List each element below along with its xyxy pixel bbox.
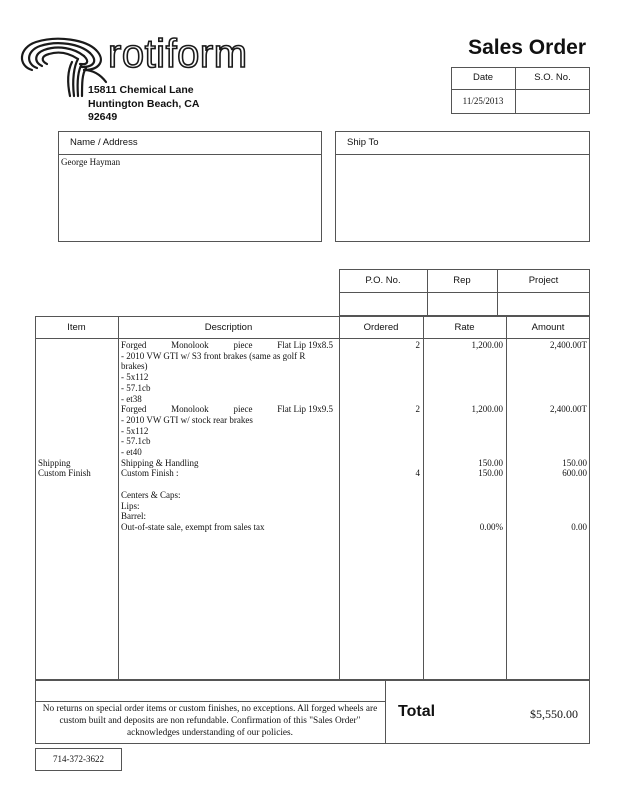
date-label: Date: [472, 72, 494, 83]
address-zip: 92649: [88, 111, 118, 123]
row-description: - et40: [121, 447, 142, 457]
row-description: - 5x112: [121, 372, 149, 383]
document-title: Sales Order: [468, 36, 586, 59]
row-amount: 600.00: [562, 468, 587, 479]
row-description: - 2010 VW GTI w/ stock rear brakes: [121, 414, 253, 425]
row-description: [121, 340, 333, 351]
row-description-word: Monolook: [171, 340, 209, 350]
row-description: - 2010 VW GTI w/ S3 front brakes (same as golf R: [121, 350, 306, 361]
logo-wordmark: rotiform: [108, 32, 248, 76]
row-ordered: 2: [415, 404, 420, 415]
row-description: [121, 404, 333, 415]
row-description-word: piece: [233, 340, 253, 350]
col-header-ordered: Ordered: [363, 322, 399, 333]
address-city: Huntington Beach, CA: [88, 97, 200, 110]
row-item: Shipping: [38, 457, 71, 468]
po-number-label: P.O. No.: [365, 275, 401, 286]
col-header-rate: Rate: [454, 322, 475, 333]
address-street: 15811 Chemical Lane: [88, 84, 194, 96]
row-amount: 2,400.00T: [550, 340, 587, 350]
row-amount: 0.00: [571, 521, 587, 532]
row-description: Centers & Caps:: [121, 489, 181, 500]
row-ordered: 4: [415, 468, 420, 479]
date-value: 11/25/2013: [462, 96, 504, 106]
row-rate: 1,200.00: [471, 404, 503, 415]
row-description: - 5x112: [121, 425, 149, 436]
project-label: Project: [528, 275, 559, 286]
name-address-label: Name / Address: [70, 137, 138, 148]
so-number-label: S.O. No.: [534, 72, 571, 83]
col-header-item: Item: [67, 322, 86, 333]
row-description: brakes): [121, 361, 148, 372]
row-description: - 57.1cb: [121, 382, 151, 393]
row-rate: 150.00: [478, 468, 503, 479]
row-description: - et38: [121, 393, 142, 404]
col-header-description: Description: [204, 322, 253, 333]
rep-label: Rep: [453, 275, 471, 286]
row-description: Lips:: [121, 500, 140, 511]
row-description-word: Forged: [121, 404, 147, 415]
row-item: Custom Finish: [38, 468, 91, 479]
row-description: Out-of-state sale, exempt from sales tax: [121, 521, 265, 532]
row-description-word: Flat Lip 19x9.5: [277, 404, 333, 415]
ship-to-label: Ship To: [347, 137, 379, 148]
row-description: Barrel:: [121, 511, 146, 522]
row-description: Shipping & Handling: [121, 457, 199, 468]
row-description-word: piece: [233, 404, 253, 415]
row-amount: 2,400.00T: [550, 404, 587, 415]
row-amount: 150.00: [562, 457, 587, 468]
col-header-amount: Amount: [531, 322, 565, 333]
row-rate: 0.00%: [479, 521, 503, 532]
total-label: Total: [398, 703, 436, 720]
company-address: [88, 84, 199, 125]
row-rate: 1,200.00: [471, 340, 503, 350]
total-value: $5,550.00: [530, 707, 578, 721]
row-description: Custom Finish :: [121, 468, 179, 479]
row-ordered: 2: [415, 340, 420, 350]
row-description-word: Monolook: [171, 404, 209, 415]
policy-note: No returns on special order items or custom finishes, no exceptions. All forged wheels are custom built and deposits are non refundable. Confirmation of this "Sales Order" acknowledges understanding of our policies.: [42, 704, 378, 739]
row-rate: 150.00: [478, 457, 503, 468]
customer-name: George Hayman: [61, 157, 121, 167]
row-description-word: Forged: [121, 340, 147, 350]
row-description: - 57.1cb: [121, 436, 151, 447]
phone-number: 714-372-3622: [53, 754, 104, 764]
row-description-word: Flat Lip 19x8.5: [277, 340, 333, 350]
